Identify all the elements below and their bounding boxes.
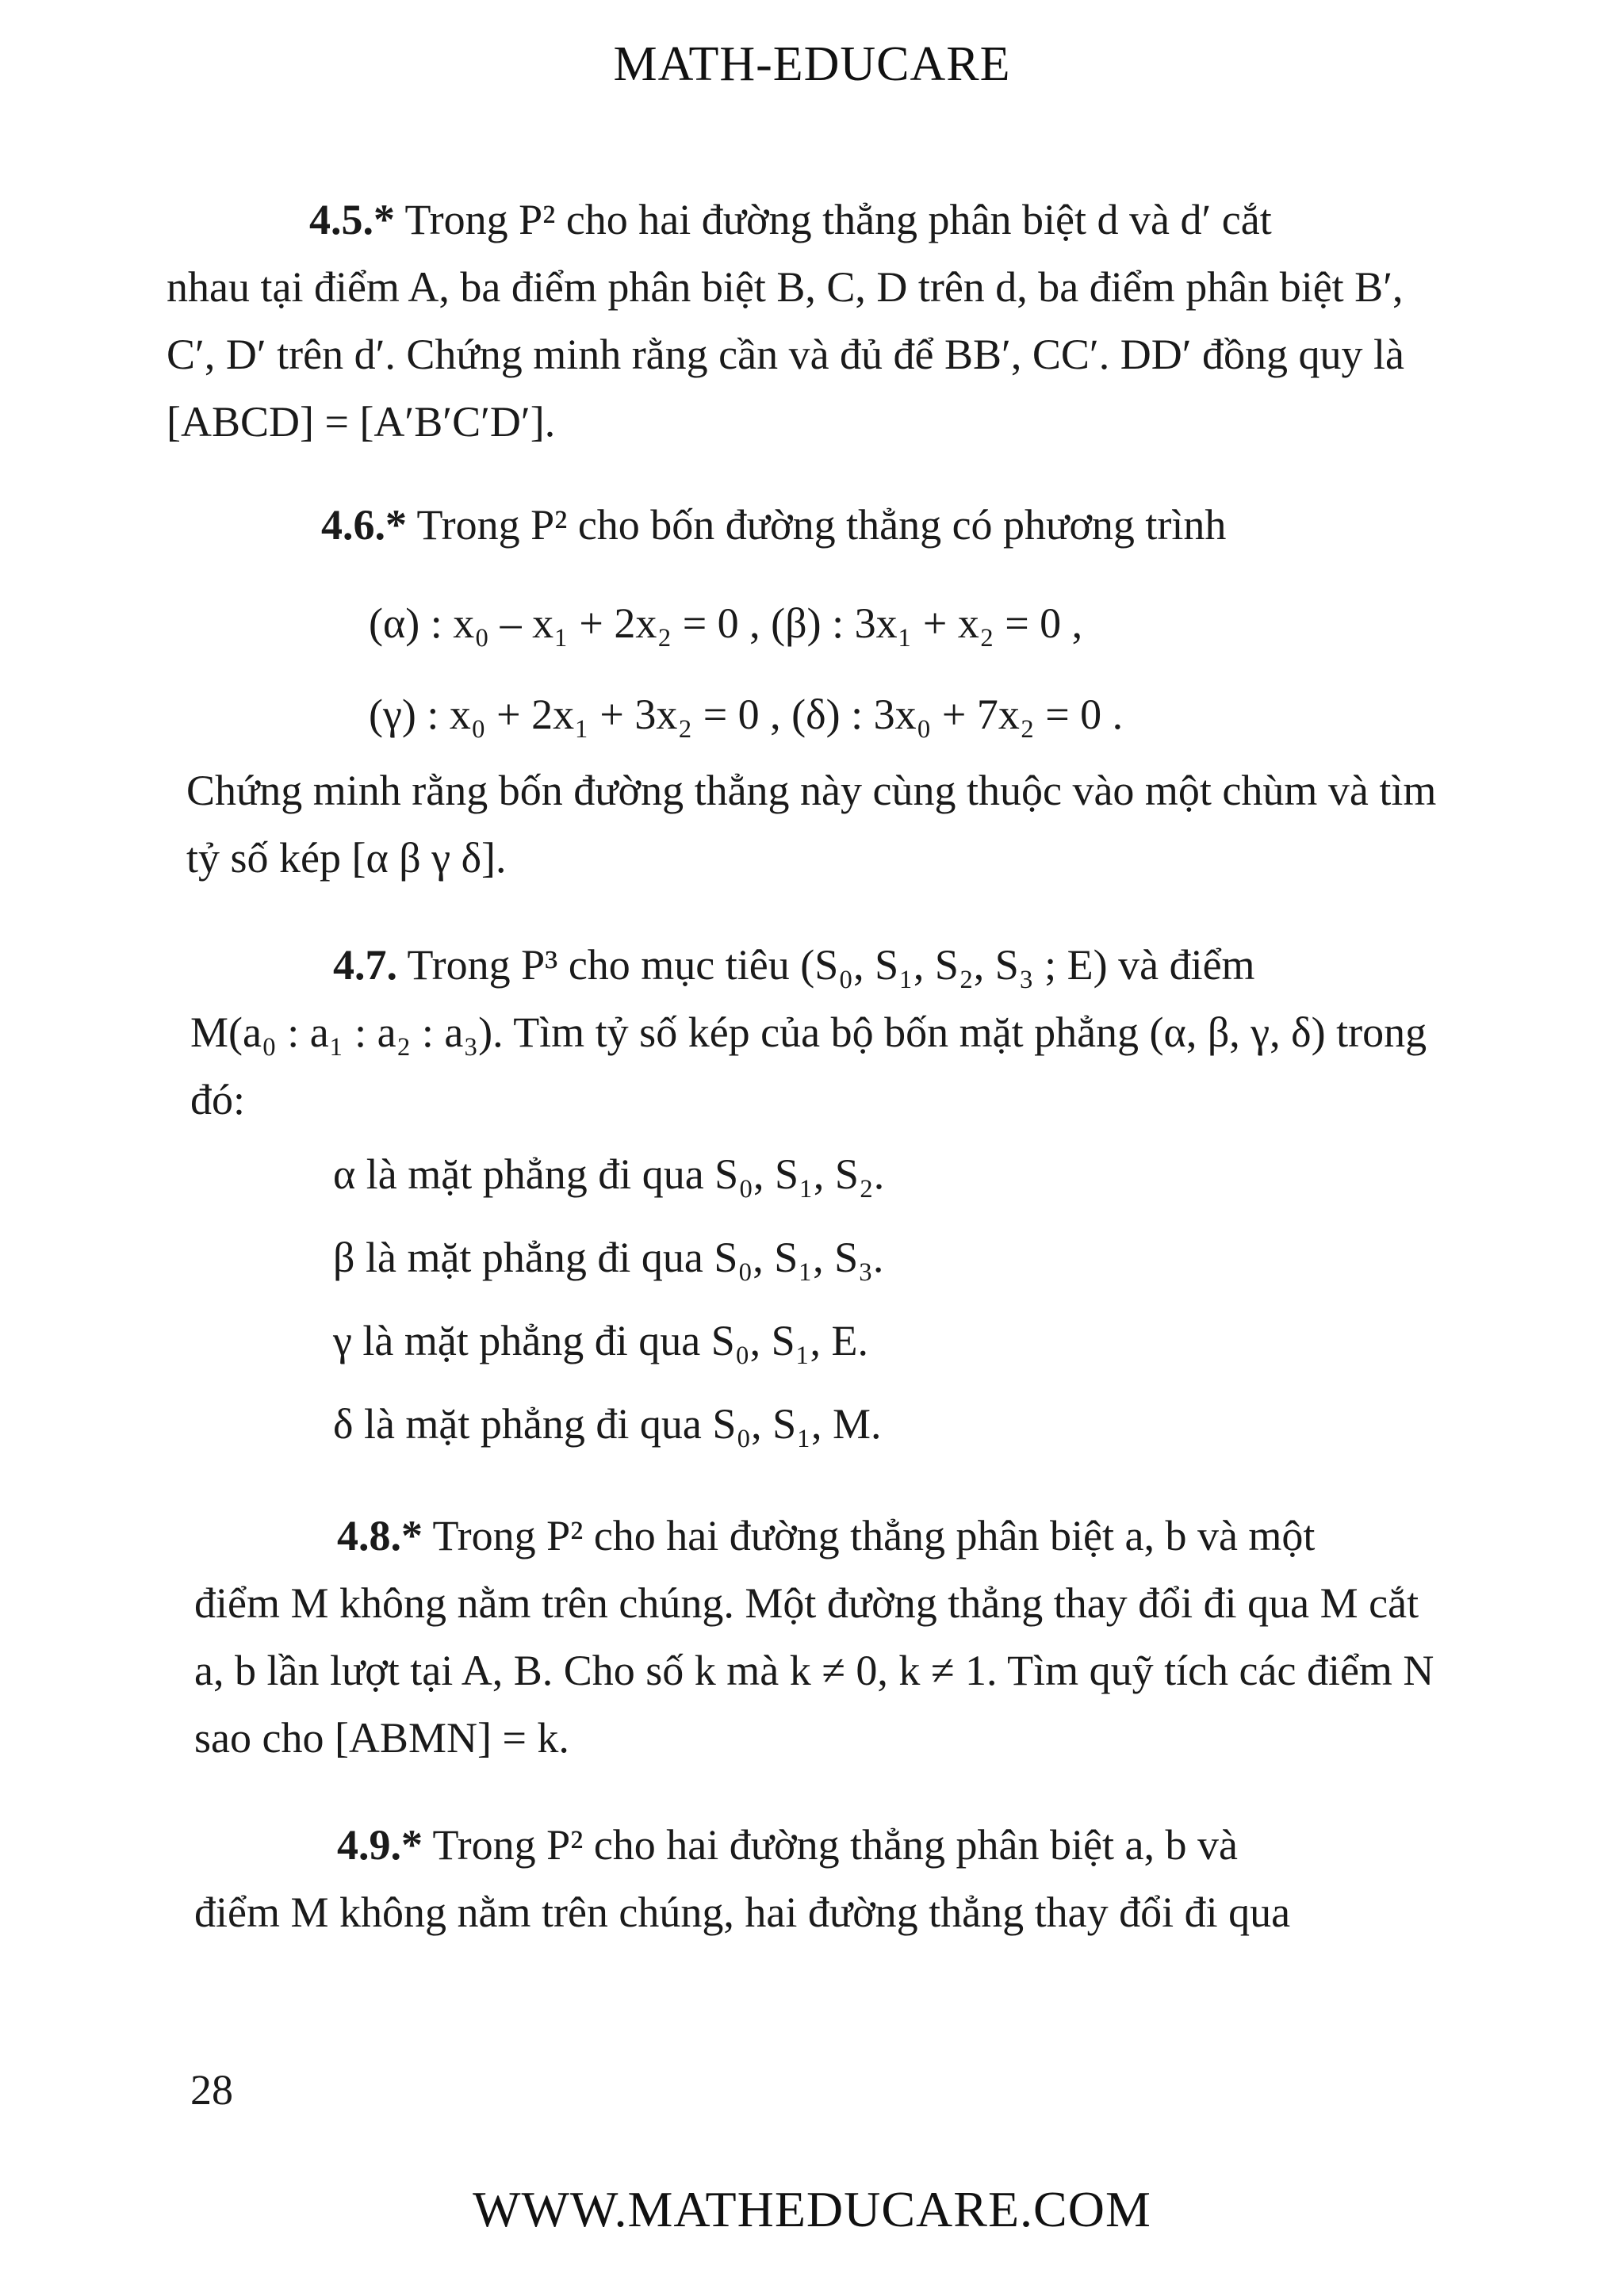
- problem-first-line: [190, 932, 1443, 999]
- plane-item-alpha: α là mặt phẳng đi qua S₀, S₁, S₂.: [333, 1150, 885, 1198]
- equation-line-1: (α) : x₀ – x₁ + 2x₂ = 0 , (β) : 3x₁ + x₂ = 0 ,: [369, 599, 1083, 647]
- problem-4-9: [194, 1812, 1447, 1946]
- problem-text-first: Trong P² cho hai đường thẳng phân biệt a, b và một: [423, 1512, 1316, 1559]
- problem-text-rest: M(a₀ : a₁ : a₂ : a₃). Tìm tỷ số kép của bộ bốn mặt phẳng (α, β, γ, δ) trong đó:: [190, 1008, 1427, 1123]
- problem-text-rest: nhau tại điểm A, ba điểm phân biệt B, C, D trên d, ba điểm phân biệt B′, C′, D′ trên d′. Chứng minh rằng cần và đủ để BB′, CC′. DD′ đồng quy là [ABCD] = [A′B′C′D′].: [167, 263, 1404, 446]
- plane-item-delta: δ là mặt phẳng đi qua S₀, S₁, M.: [333, 1400, 882, 1448]
- page-header: MATH-EDUCARE: [613, 37, 1011, 91]
- problem-number: 4.5.*: [309, 196, 395, 243]
- problem-text-first: Trong P² cho hai đường thẳng phân biệt a, b và: [423, 1821, 1238, 1869]
- plane-item-beta: β là mặt phẳng đi qua S₀, S₁, S₃.: [333, 1234, 884, 1281]
- problem-text-first: Trong P² cho hai đường thẳng phân biệt d và d′ cắt: [395, 196, 1272, 243]
- problem-number: 4.8.*: [337, 1512, 423, 1559]
- problem-first-line: [167, 186, 1419, 254]
- problem-number: 4.6.*: [321, 501, 407, 549]
- page-footer-url: WWW.MATHEDUCARE.COM: [473, 2181, 1151, 2237]
- problem-text-first: Trong P² cho bốn đường thẳng có phương trình: [407, 501, 1227, 549]
- problem-first-line: [194, 1812, 1447, 1879]
- problem-text-first: Trong P³ cho mục tiêu (S₀, S₁, S₂, S₃ ; E) và điểm: [397, 941, 1255, 989]
- problem-number: 4.9.*: [337, 1821, 423, 1869]
- problem-4-5: [167, 186, 1419, 456]
- problem-4-8: [194, 1502, 1447, 1772]
- page-number: 28: [190, 2066, 233, 2114]
- problem-text-rest: Chứng minh rằng bốn đường thẳng này cùng thuộc vào một chùm và tìm tỷ số kép [α β γ δ].: [186, 767, 1437, 882]
- plane-item-gamma: γ là mặt phẳng đi qua S₀, S₁, E.: [333, 1317, 868, 1364]
- problem-4-6-conclusion: [186, 757, 1439, 892]
- problem-text-rest: điểm M không nằm trên chúng. Một đường thẳng thay đổi đi qua M cắt a, b lần lượt tại A, B. Cho số k mà k ≠ 0, k ≠ 1. Tìm quỹ tích các điểm N sao cho [ABMN] = k.: [194, 1579, 1434, 1762]
- problem-text-rest: điểm M không nằm trên chúng, hai đường thẳng thay đổi đi qua: [194, 1888, 1291, 1936]
- problem-4-6: [167, 492, 1419, 559]
- equation-line-2: (γ) : x₀ + 2x₁ + 3x₂ = 0 , (δ) : 3x₀ + 7x₂ = 0 .: [369, 691, 1124, 738]
- problem-first-line: [167, 492, 1419, 559]
- problem-first-line: [194, 1502, 1447, 1570]
- problem-4-7: [190, 932, 1443, 1134]
- problem-number: 4.7.: [333, 941, 397, 989]
